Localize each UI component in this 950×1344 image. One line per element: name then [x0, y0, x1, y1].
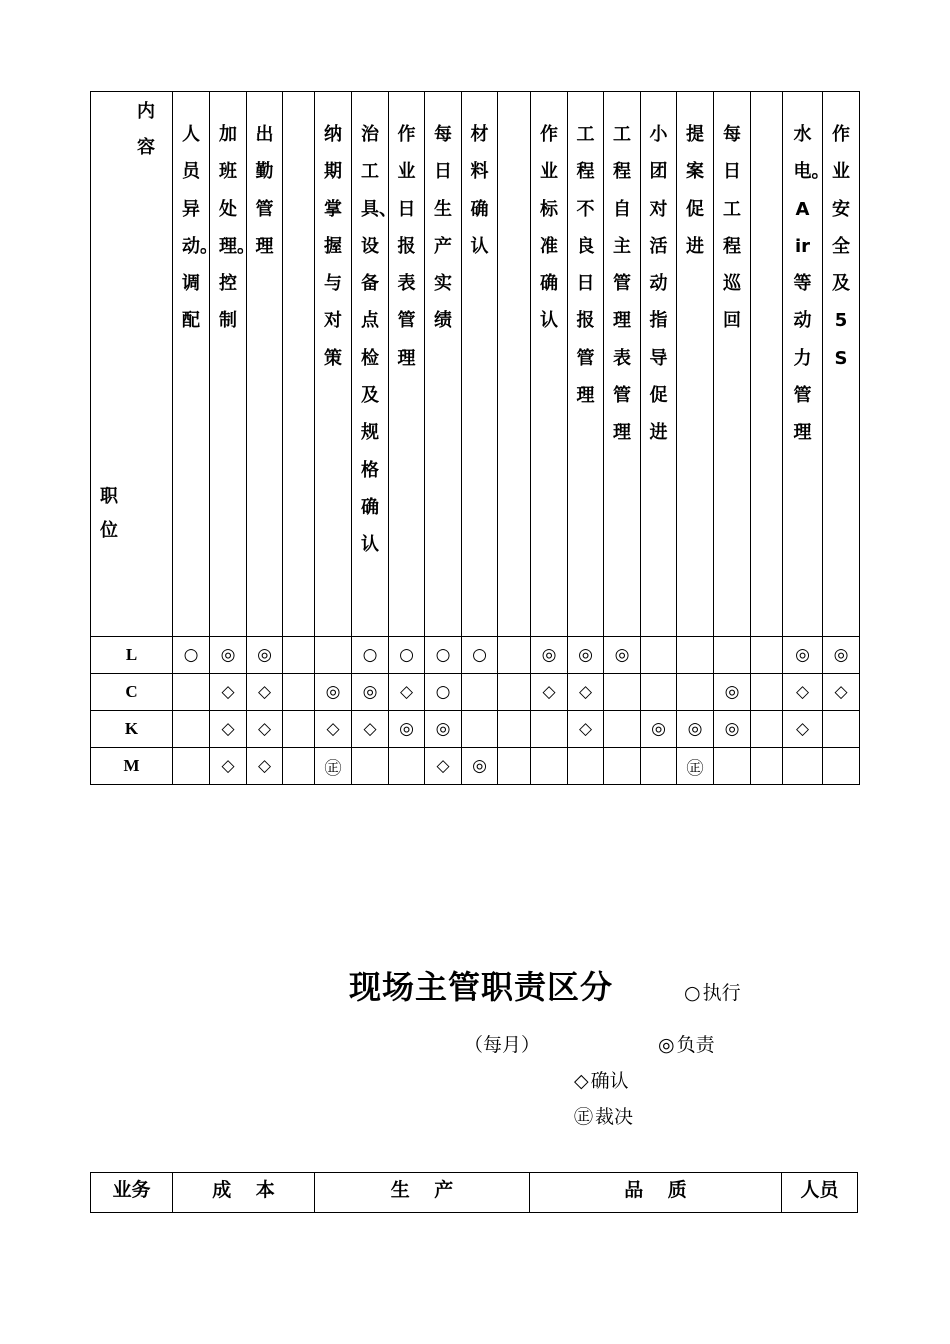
- matrix-cell: ◇: [568, 674, 604, 711]
- matrix-cell: [173, 711, 210, 748]
- matrix-cell: ◇: [531, 674, 568, 711]
- matrix-cell: ◎: [568, 637, 604, 674]
- matrix-cell: ◇: [783, 711, 823, 748]
- column-header-text: 作业安全及5S: [832, 124, 850, 369]
- column-header-text: 小团对活动指导促进: [649, 124, 668, 444]
- matrix-cell: ㊣: [315, 748, 352, 785]
- matrix-column-header: [462, 92, 498, 637]
- matrix-corner-cell: [91, 92, 173, 637]
- matrix-cell: ◇: [425, 748, 462, 785]
- matrix-column-header: [604, 92, 641, 637]
- column-header-text: 治工具、设备点检及规格确认: [361, 124, 397, 556]
- matrix-cell: ◎: [247, 637, 283, 674]
- matrix-row: [91, 711, 860, 748]
- matrix-cell: ◇: [389, 674, 425, 711]
- matrix-cell: ◎: [823, 637, 860, 674]
- matrix-cell: [531, 748, 568, 785]
- matrix-cell: [283, 637, 315, 674]
- matrix-cell: [823, 748, 860, 785]
- responsibility-matrix: [90, 91, 860, 785]
- legend-text: 裁决: [595, 1106, 634, 1128]
- biz-header-cost: 成 本: [173, 1173, 315, 1213]
- column-header-text: 作业日报表管理: [397, 124, 416, 369]
- matrix-cell: ◎: [425, 711, 462, 748]
- matrix-cell: [283, 674, 315, 711]
- matrix-column-header: [247, 92, 283, 637]
- column-header-text: 材料确认: [470, 124, 489, 257]
- business-header-row: [91, 1173, 858, 1213]
- matrix-cell: [173, 674, 210, 711]
- matrix-header-row: [91, 92, 860, 637]
- circle-icon: ○: [684, 982, 701, 1004]
- matrix-column-header: [389, 92, 425, 637]
- matrix-cell: ◎: [641, 711, 677, 748]
- matrix-column-header: [751, 92, 783, 637]
- legend-text: 执行: [702, 982, 741, 1004]
- matrix-cell: ◇: [783, 674, 823, 711]
- matrix-cell: ◇: [568, 711, 604, 748]
- matrix-cell: ◎: [315, 674, 352, 711]
- matrix-cell: ◇: [247, 748, 283, 785]
- matrix-cell: [498, 674, 531, 711]
- matrix-column-header: [315, 92, 352, 637]
- matrix-cell: ○: [352, 637, 389, 674]
- matrix-cell: [751, 637, 783, 674]
- column-header-text: 作业标准确认: [540, 124, 558, 332]
- matrix-column-header: [531, 92, 568, 637]
- matrix-cell: ◎: [783, 637, 823, 674]
- matrix-row: [91, 637, 860, 674]
- matrix-cell: ◎: [389, 711, 425, 748]
- matrix-cell: [531, 711, 568, 748]
- matrix-column-header: [352, 92, 397, 637]
- column-header-text: 人员异动。调配: [182, 124, 218, 332]
- matrix-cell: [389, 748, 425, 785]
- double-circle-icon: ◎: [658, 1034, 675, 1056]
- matrix-column-header: [783, 92, 830, 637]
- corner-content-label: 内容: [137, 101, 155, 158]
- corner-position-label: 职位: [100, 486, 118, 541]
- matrix-cell: ◇: [247, 674, 283, 711]
- matrix-cell: ◎: [210, 637, 247, 674]
- column-header-text: 加班处理。控制: [219, 124, 255, 332]
- matrix-cell: ◇: [210, 674, 247, 711]
- matrix-column-header: [283, 92, 315, 637]
- matrix-cell: [315, 637, 352, 674]
- matrix-cell: ◎: [714, 711, 751, 748]
- column-header-text: 每日生产实绩: [434, 124, 452, 332]
- matrix-cell: [677, 637, 714, 674]
- matrix-cell: [173, 748, 210, 785]
- biz-header-quality: 品 质: [530, 1173, 782, 1213]
- matrix-cell: ○: [462, 637, 498, 674]
- matrix-column-header: [714, 92, 751, 637]
- matrix-cell: ◎: [677, 711, 714, 748]
- matrix-cell: ○: [425, 637, 462, 674]
- matrix-cell: ◇: [247, 711, 283, 748]
- page-title: 现场主管职责区分: [349, 968, 614, 1006]
- period-label: （每月）: [464, 1034, 541, 1056]
- circled-correct-icon: ㊣: [574, 1106, 594, 1128]
- column-header-text: 纳期掌握与对策: [324, 124, 342, 369]
- matrix-cell: [604, 748, 641, 785]
- matrix-cell: [604, 711, 641, 748]
- matrix-cell: [498, 748, 531, 785]
- matrix-cell: [352, 748, 389, 785]
- column-header-text: 工程自主管理表管理: [613, 124, 631, 444]
- matrix-cell: [462, 711, 498, 748]
- matrix-column-header: [173, 92, 218, 637]
- matrix-cell: ◇: [210, 711, 247, 748]
- biz-header-personnel: 人员: [782, 1173, 858, 1213]
- column-header-text: 水电。Air等动力管理: [793, 124, 830, 444]
- matrix-cell: [498, 637, 531, 674]
- matrix-cell: [498, 711, 531, 748]
- matrix-cell: [823, 711, 860, 748]
- row-label: M: [91, 748, 173, 785]
- legend-confirm: [574, 1066, 629, 1093]
- matrix-cell: [751, 674, 783, 711]
- matrix-cell: [641, 748, 677, 785]
- matrix-cell: ◎: [604, 637, 641, 674]
- column-header-text: 出勤管理: [255, 124, 274, 257]
- matrix-cell: ○: [425, 674, 462, 711]
- business-table: [90, 1172, 858, 1213]
- matrix-cell: ◇: [352, 711, 389, 748]
- biz-header-business: 业务: [91, 1173, 173, 1213]
- matrix-row: [91, 748, 860, 785]
- legend-execute: [684, 978, 741, 1005]
- matrix-cell: ㊣: [677, 748, 714, 785]
- diamond-icon: ◇: [574, 1070, 589, 1092]
- matrix-row: [91, 674, 860, 711]
- matrix-column-header: [498, 92, 531, 637]
- matrix-column-header: [568, 92, 604, 637]
- legend-text: 负责: [676, 1034, 715, 1056]
- matrix-column-header: [210, 92, 255, 637]
- row-label: C: [91, 674, 173, 711]
- matrix-cell: [641, 637, 677, 674]
- matrix-cell: ◇: [823, 674, 860, 711]
- matrix-cell: ◇: [210, 748, 247, 785]
- matrix-cell: [604, 674, 641, 711]
- legend-text: 确认: [590, 1070, 629, 1092]
- matrix-cell: [751, 711, 783, 748]
- matrix-cell: [714, 748, 751, 785]
- column-header-text: 每日工程巡回: [723, 124, 741, 332]
- matrix-cell: ◇: [315, 711, 352, 748]
- matrix-cell: ○: [389, 637, 425, 674]
- matrix-cell: [462, 674, 498, 711]
- matrix-cell: [641, 674, 677, 711]
- matrix-cell: [568, 748, 604, 785]
- matrix-cell: ◎: [714, 674, 751, 711]
- matrix-cell: [783, 748, 823, 785]
- column-header-text: 提案促进: [686, 124, 704, 257]
- matrix-cell: [751, 748, 783, 785]
- matrix-cell: ◎: [531, 637, 568, 674]
- matrix-cell: [283, 711, 315, 748]
- matrix-cell: [283, 748, 315, 785]
- matrix-column-header: [641, 92, 677, 637]
- legend-responsible: [658, 1030, 715, 1057]
- matrix-cell: [677, 674, 714, 711]
- matrix-column-header: [677, 92, 714, 637]
- biz-header-production: 生 产: [315, 1173, 530, 1213]
- legend-decide: [574, 1102, 633, 1129]
- matrix-cell: [714, 637, 751, 674]
- row-label: K: [91, 711, 173, 748]
- matrix-cell: ◎: [352, 674, 389, 711]
- matrix-cell: ◎: [462, 748, 498, 785]
- matrix-column-header: [425, 92, 462, 637]
- column-header-text: 工程不良日报管理: [576, 124, 595, 407]
- matrix-cell: ○: [173, 637, 210, 674]
- row-label: L: [91, 637, 173, 674]
